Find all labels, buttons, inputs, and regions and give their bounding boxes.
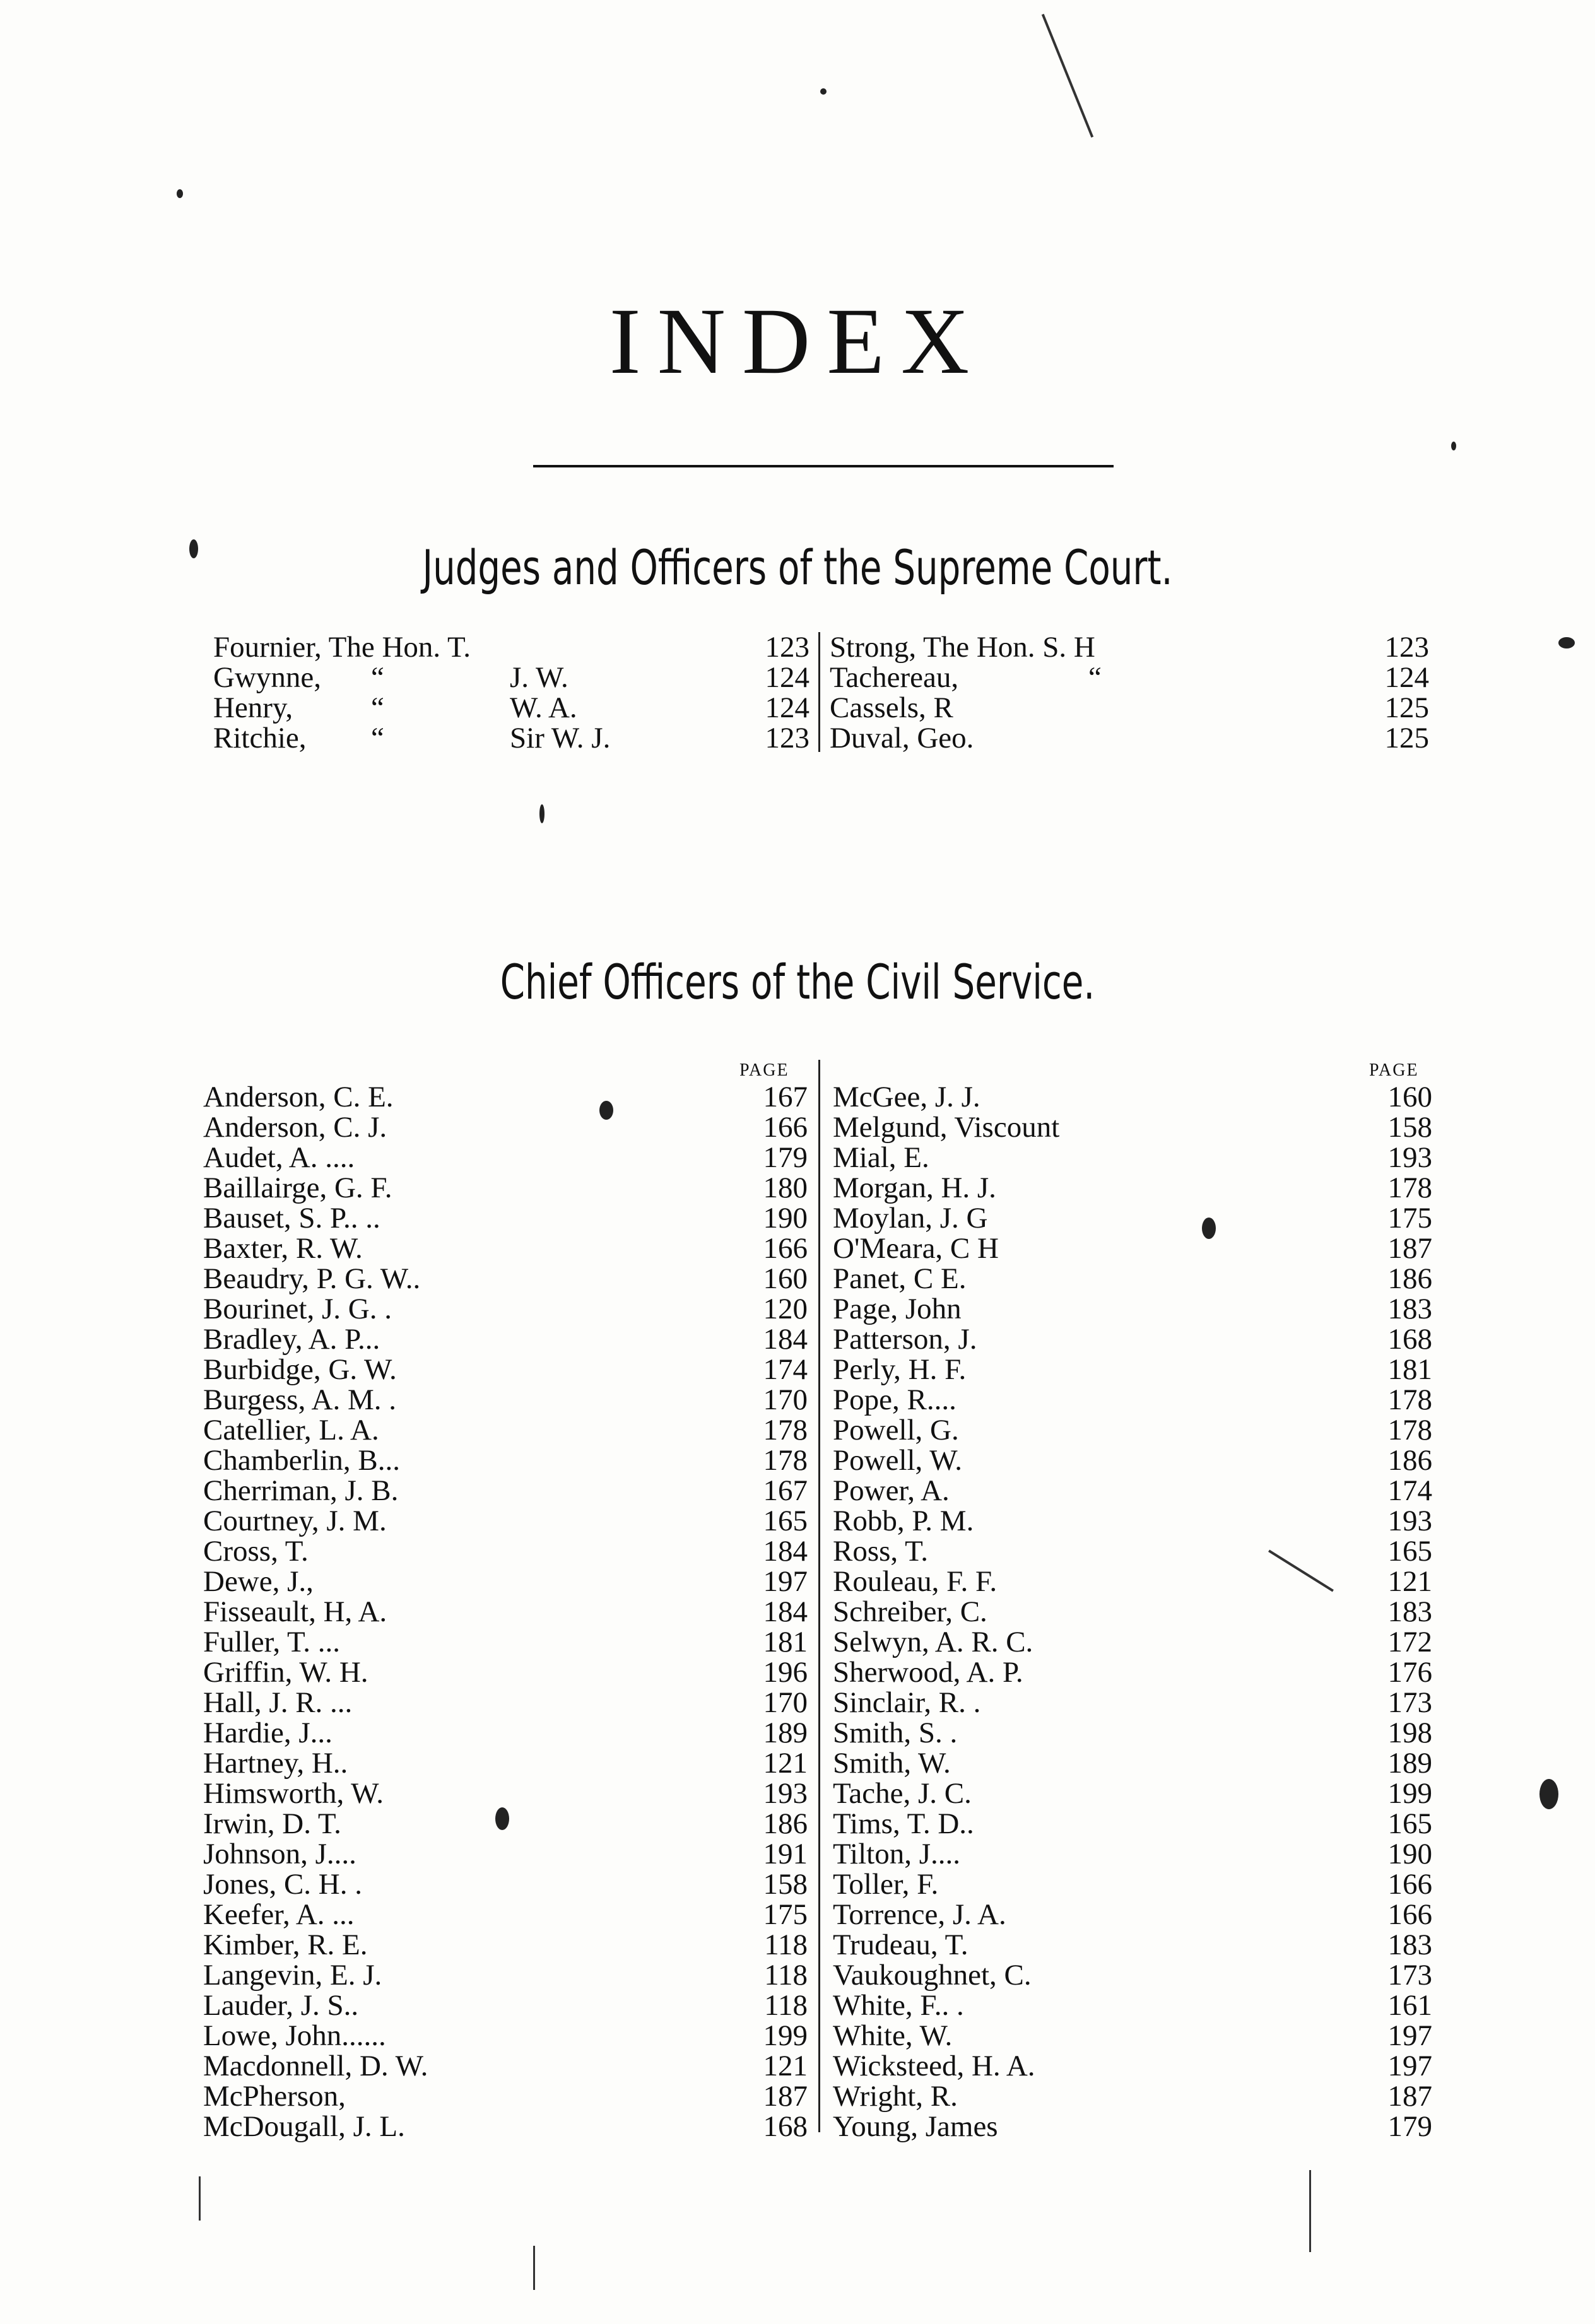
entry-page: 166	[763, 1232, 808, 1265]
entry-page: 160	[1387, 1081, 1432, 1113]
entry-page: 189	[1387, 1747, 1432, 1780]
entry-page: 124	[765, 661, 809, 694]
scan-speck	[177, 189, 183, 198]
entry-name: Toller, F.	[833, 1868, 939, 1901]
column-divider	[818, 1060, 820, 2132]
entry-page: 121	[763, 2050, 808, 2082]
entry-page: 190	[763, 1202, 808, 1235]
entry-name: McPherson,	[203, 2080, 346, 2113]
entry-page: 118	[764, 1989, 808, 2022]
scan-speck	[1539, 1779, 1558, 1809]
index-entry	[203, 1687, 808, 1718]
entry-name: Power, A.	[833, 1474, 950, 1507]
entry-page: 199	[763, 2019, 808, 2052]
entry-page: 174	[1387, 1474, 1432, 1507]
index-entry	[833, 1566, 1432, 1597]
index-entry	[833, 1627, 1432, 1657]
entry-page: 183	[1387, 1928, 1432, 1961]
index-entry	[833, 1112, 1432, 1142]
entry-name: Schreiber, C.	[833, 1595, 987, 1628]
entry-page: 190	[1387, 1838, 1432, 1870]
index-entry	[213, 662, 809, 693]
index-entry	[203, 1264, 808, 1294]
ditto-mark: “	[371, 722, 384, 754]
civil-left-column	[203, 1082, 808, 2142]
entry-name: Lauder, J. S..	[203, 1989, 359, 2022]
entry-page: 158	[1387, 1111, 1432, 1144]
judges-right-column	[830, 632, 1429, 753]
entry-name: Keefer, A. ...	[203, 1898, 355, 1931]
entry-page: 187	[1387, 2080, 1432, 2113]
entry-page: 161	[1387, 1989, 1432, 2022]
entry-initials: W. A.	[510, 691, 577, 724]
entry-page: 187	[1387, 1232, 1432, 1265]
index-entry	[203, 1930, 808, 1960]
entry-name: White, F.. .	[833, 1989, 964, 2022]
entry-page: 179	[763, 1141, 808, 1174]
entry-page: 160	[763, 1262, 808, 1295]
index-entry	[833, 1173, 1432, 1203]
entry-initials: Sir W. J.	[510, 722, 611, 754]
entry-page: 186	[1387, 1262, 1432, 1295]
entry-name: Cassels, R	[830, 691, 953, 724]
index-entry	[833, 1294, 1432, 1324]
entry-name: Himsworth, W.	[203, 1777, 384, 1810]
index-entry	[833, 2111, 1432, 2142]
entry-page: 181	[1387, 1353, 1432, 1386]
index-entry	[833, 1930, 1432, 1960]
entry-name: Fournier, The Hon. T.	[213, 631, 471, 664]
entry-page: 165	[763, 1505, 808, 1537]
entry-page: 158	[763, 1868, 808, 1901]
index-entry	[213, 693, 809, 723]
index-entry	[833, 1445, 1432, 1476]
entry-page: 175	[763, 1898, 808, 1931]
entry-page: 123	[765, 722, 809, 754]
index-entry	[833, 1960, 1432, 1990]
entry-name: Powell, G.	[833, 1414, 959, 1447]
index-entry	[203, 1990, 808, 2021]
entry-page: 183	[1387, 1595, 1432, 1628]
entry-page: 173	[1387, 1686, 1432, 1719]
index-entry	[830, 723, 1429, 753]
index-entry	[830, 632, 1429, 662]
page-column-header: PAGE	[739, 1060, 789, 1080]
index-entry	[833, 1718, 1432, 1748]
entry-name: Cherriman, J. B.	[203, 1474, 399, 1507]
scan-speck	[189, 539, 198, 558]
entry-page: 167	[763, 1474, 808, 1507]
entry-page: 193	[1387, 1141, 1432, 1174]
index-entry	[203, 1233, 808, 1264]
entry-name: Torrence, J. A.	[833, 1898, 1006, 1931]
index-entry	[833, 1506, 1432, 1536]
entry-page: 178	[763, 1444, 808, 1477]
index-entry	[833, 1476, 1432, 1506]
index-entry	[833, 1687, 1432, 1718]
entry-name: Kimber, R. E.	[203, 1928, 368, 1961]
entry-page: 193	[763, 1777, 808, 1810]
scan-scratch	[533, 2246, 535, 2290]
entry-page: 166	[763, 1111, 808, 1144]
index-entry	[203, 1203, 808, 1233]
index-entry	[203, 1899, 808, 1930]
entry-page: 178	[1387, 1171, 1432, 1204]
entry-name: Irwin, D. T.	[203, 1807, 341, 1840]
judges-left-column	[213, 632, 809, 753]
entry-name: Beaudry, P. G. W..	[203, 1262, 421, 1295]
entry-page: 198	[1387, 1717, 1432, 1749]
scan-scratch	[1309, 2170, 1311, 2252]
index-entry	[203, 1082, 808, 1112]
entry-name: Catellier, L. A.	[203, 1414, 379, 1447]
index-entry	[833, 1657, 1432, 1687]
entry-name: Morgan, H. J.	[833, 1171, 996, 1204]
entry-name: Bourinet, J. G. .	[203, 1293, 392, 1325]
entry-page: 173	[1387, 1959, 1432, 1992]
index-entry	[833, 2081, 1432, 2111]
entry-name: Smith, S. .	[833, 1717, 958, 1749]
index-entry	[203, 1566, 808, 1597]
entry-name: Wicksteed, H. A.	[833, 2050, 1035, 2082]
index-entry	[203, 1173, 808, 1203]
entry-page: 166	[1387, 1868, 1432, 1901]
index-entry	[203, 1718, 808, 1748]
entry-page: 166	[1387, 1898, 1432, 1931]
page-title: INDEX	[609, 289, 986, 394]
entry-name: Macdonnell, D. W.	[203, 2050, 428, 2082]
index-entry	[833, 1385, 1432, 1415]
scan-speck	[1558, 637, 1575, 648]
entry-page: 123	[1384, 631, 1429, 664]
entry-name: Tachereau,	[830, 661, 959, 694]
scan-speck	[599, 1101, 613, 1120]
entry-name: White, W.	[833, 2019, 953, 2052]
entry-page: 179	[1387, 2110, 1432, 2143]
entry-page: 118	[764, 1959, 808, 1992]
scan-speck	[1202, 1218, 1216, 1239]
entry-page: 167	[763, 1081, 808, 1113]
entry-name: McDougall, J. L.	[203, 2110, 405, 2143]
index-entry	[833, 1869, 1432, 1899]
index-entry	[203, 1536, 808, 1566]
entry-name: Moylan, J. G	[833, 1202, 988, 1235]
entry-name: Langevin, E. J.	[203, 1959, 382, 1992]
entry-name: Duval, Geo.	[830, 722, 974, 754]
index-entry	[203, 1324, 808, 1354]
judges-section-heading: Judges and Officers of the Supreme Court.	[422, 539, 1173, 596]
index-entry	[833, 1415, 1432, 1445]
index-entry	[833, 1324, 1432, 1354]
entry-name: Tache, J. C.	[833, 1777, 972, 1810]
entry-page: 165	[1387, 1535, 1432, 1568]
entry-name: Mial, E.	[833, 1141, 929, 1174]
index-entry	[203, 1142, 808, 1173]
index-entry	[833, 1082, 1432, 1112]
entry-name: Burgess, A. M. .	[203, 1383, 396, 1416]
ditto-mark: “	[371, 661, 384, 694]
entry-name: Tims, T. D..	[833, 1807, 974, 1840]
ditto-mark: “	[371, 691, 384, 724]
entry-name: Pope, R....	[833, 1383, 956, 1416]
entry-page: 197	[1387, 2050, 1432, 2082]
entry-name: Henry,	[213, 691, 293, 724]
index-entry	[203, 1657, 808, 1687]
index-entry	[833, 1778, 1432, 1809]
entry-page: 120	[763, 1293, 808, 1325]
index-entry	[833, 1748, 1432, 1778]
index-entry	[203, 1960, 808, 1990]
index-entry	[213, 723, 809, 753]
entry-name: Ritchie,	[213, 722, 307, 754]
index-entry	[833, 1536, 1432, 1566]
entry-name: Griffin, W. H.	[203, 1656, 368, 1689]
entry-name: Gwynne,	[213, 661, 321, 694]
entry-page: 124	[1384, 661, 1429, 694]
entry-page: 121	[763, 1747, 808, 1780]
entry-initials: J. W.	[510, 661, 568, 694]
index-entry	[203, 1506, 808, 1536]
entry-name: Sherwood, A. P.	[833, 1656, 1023, 1689]
entry-name: Audet, A. ....	[203, 1141, 355, 1174]
entry-name: Young, James	[833, 2110, 998, 2143]
entry-name: Courtney, J. M.	[203, 1505, 387, 1537]
entry-page: 170	[763, 1686, 808, 1719]
page-column-header: PAGE	[1369, 1060, 1419, 1080]
entry-name: Burbidge, G. W.	[203, 1353, 397, 1386]
entry-name: Powell, W.	[833, 1444, 963, 1477]
entry-name: Ross, T.	[833, 1535, 929, 1568]
entry-page: 121	[1387, 1565, 1432, 1598]
entry-name: Hartney, H..	[203, 1747, 348, 1780]
entry-name: Chamberlin, B...	[203, 1444, 400, 1477]
scan-speck	[539, 804, 544, 823]
entry-name: Fuller, T. ...	[203, 1626, 341, 1658]
entry-page: 170	[763, 1383, 808, 1416]
entry-page: 197	[763, 1565, 808, 1598]
index-entry	[213, 632, 809, 662]
column-divider	[818, 632, 820, 752]
entry-name: Sinclair, R. .	[833, 1686, 981, 1719]
index-entry	[833, 1203, 1432, 1233]
index-entry	[203, 2051, 808, 2081]
index-entry	[203, 2111, 808, 2142]
entry-name: Dewe, J.,	[203, 1565, 314, 1598]
entry-page: 118	[764, 1928, 808, 1961]
entry-page: 196	[763, 1656, 808, 1689]
entry-name: Hardie, J...	[203, 1717, 333, 1749]
index-entry	[833, 1839, 1432, 1869]
entry-name: Anderson, C. J.	[203, 1111, 387, 1144]
entry-name: Smith, W.	[833, 1747, 951, 1780]
entry-page: 168	[763, 2110, 808, 2143]
entry-page: 172	[1387, 1626, 1432, 1658]
entry-name: Melgund, Viscount	[833, 1111, 1060, 1144]
entry-page: 178	[1387, 1414, 1432, 1447]
index-entry	[203, 2081, 808, 2111]
entry-name: Strong, The Hon. S. H	[830, 631, 1095, 664]
entry-name: Patterson, J.	[833, 1323, 977, 1356]
civil-service-section-heading: Chief Officers of the Civil Service.	[500, 954, 1095, 1010]
index-entry	[830, 693, 1429, 723]
entry-name: Vaukoughnet, C.	[833, 1959, 1032, 1992]
index-entry	[203, 1627, 808, 1657]
index-entry	[833, 1899, 1432, 1930]
entry-page: 175	[1387, 1202, 1432, 1235]
index-entry	[830, 662, 1429, 693]
index-entry	[833, 2021, 1432, 2051]
entry-page: 193	[1387, 1505, 1432, 1537]
title-rule	[533, 465, 1114, 467]
index-entry	[833, 1990, 1432, 2021]
index-entry	[833, 1354, 1432, 1385]
entry-name: Cross, T.	[203, 1535, 309, 1568]
entry-page: 189	[763, 1717, 808, 1749]
entry-name: Selwyn, A. R. C.	[833, 1626, 1033, 1658]
entry-name: Fisseault, H, A.	[203, 1595, 387, 1628]
index-entry	[203, 1112, 808, 1142]
index-entry	[203, 1597, 808, 1627]
index-entry	[833, 1233, 1432, 1264]
scan-scratch	[199, 2176, 201, 2221]
scan-speck	[1451, 442, 1456, 450]
entry-name: O'Meara, C H	[833, 1232, 999, 1265]
index-entry	[203, 1294, 808, 1324]
index-entry	[203, 1354, 808, 1385]
entry-name: Bauset, S. P.. ..	[203, 1202, 380, 1235]
index-entry	[833, 1142, 1432, 1173]
entry-name: Hall, J. R. ...	[203, 1686, 353, 1719]
entry-page: 174	[763, 1353, 808, 1386]
entry-page: 181	[763, 1626, 808, 1658]
entry-name: Panet, C E.	[833, 1262, 967, 1295]
index-entry	[203, 1445, 808, 1476]
entry-page: 124	[765, 691, 809, 724]
entry-name: Robb, P. M.	[833, 1505, 974, 1537]
scan-speck	[495, 1807, 509, 1830]
index-entry	[833, 1809, 1432, 1839]
index-entry	[203, 1869, 808, 1899]
scan-scratch	[1042, 14, 1093, 138]
entry-name: Tilton, J....	[833, 1838, 961, 1870]
entry-page: 187	[763, 2080, 808, 2113]
entry-page: 123	[765, 631, 809, 664]
entry-page: 184	[763, 1535, 808, 1568]
entry-name: Wright, R.	[833, 2080, 958, 2113]
entry-page: 186	[1387, 1444, 1432, 1477]
index-entry	[833, 2051, 1432, 2081]
entry-page: 184	[763, 1323, 808, 1356]
index-entry	[833, 1264, 1432, 1294]
entry-page: 191	[763, 1838, 808, 1870]
entry-name: Anderson, C. E.	[203, 1081, 394, 1113]
entry-name: Trudeau, T.	[833, 1928, 968, 1961]
entry-page: 176	[1387, 1656, 1432, 1689]
entry-page: 125	[1384, 691, 1429, 724]
civil-right-column	[833, 1082, 1432, 2142]
ditto-mark: “	[1088, 661, 1102, 694]
scan-speck	[820, 88, 827, 95]
entry-page: 165	[1387, 1807, 1432, 1840]
entry-page: 199	[1387, 1777, 1432, 1810]
index-entry	[203, 1385, 808, 1415]
entry-page: 178	[1387, 1383, 1432, 1416]
entry-name: Bradley, A. P...	[203, 1323, 380, 1356]
entry-name: Jones, C. H. .	[203, 1868, 362, 1901]
entry-name: Rouleau, F. F.	[833, 1565, 998, 1598]
entry-page: 197	[1387, 2019, 1432, 2052]
index-entry	[203, 1748, 808, 1778]
entry-name: Lowe, John......	[203, 2019, 386, 2052]
entry-page: 178	[763, 1414, 808, 1447]
entry-name: Page, John	[833, 1293, 962, 1325]
entry-page: 180	[763, 1171, 808, 1204]
index-entry	[203, 1476, 808, 1506]
entry-name: Perly, H. F.	[833, 1353, 967, 1386]
entry-name: McGee, J. J.	[833, 1081, 980, 1113]
index-entry	[203, 2021, 808, 2051]
entry-page: 168	[1387, 1323, 1432, 1356]
index-entry	[833, 1597, 1432, 1627]
index-entry	[203, 1415, 808, 1445]
entry-page: 184	[763, 1595, 808, 1628]
entry-name: Baillairge, G. F.	[203, 1171, 392, 1204]
entry-page: 186	[763, 1807, 808, 1840]
entry-page: 125	[1384, 722, 1429, 754]
entry-name: Baxter, R. W.	[203, 1232, 363, 1265]
index-entry	[203, 1839, 808, 1869]
entry-name: Johnson, J....	[203, 1838, 356, 1870]
entry-page: 183	[1387, 1293, 1432, 1325]
index-entry	[203, 1778, 808, 1809]
